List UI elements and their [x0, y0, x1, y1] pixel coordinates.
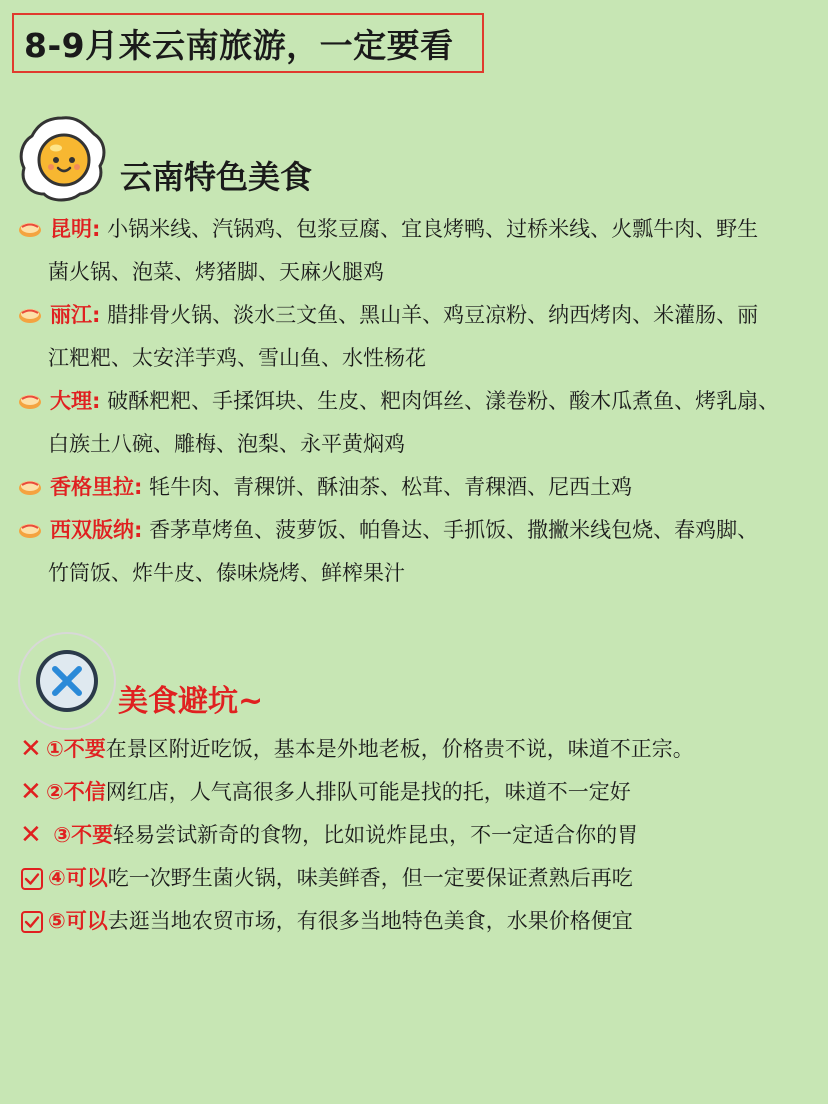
- tip-number: ④: [48, 866, 66, 890]
- food-line2: 竹筒饭、炸牛皮、傣味烧烤、鲜榨果汁: [48, 561, 405, 585]
- food-line1: 破酥粑粑、手揉饵块、生皮、粑肉饵丝、漾卷粉、酸木瓜煮鱼、烤乳扇、: [107, 389, 780, 413]
- cross-mark-icon: ✕: [20, 734, 42, 764]
- food-item-kunming: [18, 208, 818, 294]
- avoid-section-heading: 美食避坑~: [118, 684, 264, 719]
- tip-number: ⑤: [48, 909, 66, 933]
- city-label: 大理:: [50, 389, 101, 413]
- tip-text: 在景区附近吃饭，基本是外地老板，价格贵不说，味道不正宗。: [105, 737, 694, 761]
- city-label: 丽江:: [50, 303, 101, 327]
- tip-text: 去逛当地农贸市场，有很多当地特色美食，水果价格便宜: [107, 909, 633, 933]
- food-item-shangri-la: [18, 466, 818, 509]
- food-item-xishuangbanna: [18, 509, 818, 595]
- tip-text: 网红店，人气高很多人排队可能是找的托，味道不一定好: [105, 780, 631, 804]
- food-section-heading: 云南特色美食: [120, 158, 313, 196]
- tip-keyword: 不要: [63, 737, 106, 761]
- tip-item: [20, 900, 820, 943]
- tips-list: [20, 728, 820, 943]
- tip-text: 吃一次野生菌火锅，味美鲜香，但一定要保证煮熟后再吃: [107, 866, 633, 890]
- x-circle-icon: [16, 630, 118, 732]
- tip-number: ①: [46, 737, 64, 761]
- bread-bullet-icon: [18, 478, 42, 496]
- tip-text: 轻易尝试新奇的食物，比如说炸昆虫，不一定适合你的胃: [113, 823, 639, 847]
- bread-bullet-icon: [18, 392, 42, 410]
- food-line1: 腊排骨火锅、淡水三文鱼、黑山羊、鸡豆凉粉、纳西烤肉、米灌肠、丽: [107, 303, 759, 327]
- food-line2: 白族土八碗、雕梅、泡梨、永平黄焖鸡: [48, 432, 405, 456]
- city-label: 香格里拉:: [50, 475, 143, 499]
- title-box: [12, 13, 484, 73]
- food-line1: 香茅草烤鱼、菠萝饭、帕鲁达、手抓饭、撒撇米线包烧、春鸡脚、: [149, 518, 759, 542]
- tip-item: [20, 814, 820, 857]
- cross-mark-icon: ✕: [20, 820, 42, 850]
- food-line1: 牦牛肉、青稞饼、酥油茶、松茸、青稞酒、尼西土鸡: [149, 475, 633, 499]
- tip-keyword: 可以: [65, 866, 108, 890]
- tip-keyword: 可以: [65, 909, 108, 933]
- tip-item: [20, 771, 820, 814]
- food-item-dali: [18, 380, 818, 466]
- fried-egg-icon: [16, 112, 108, 204]
- food-item-lijiang: [18, 294, 818, 380]
- cross-mark-icon: ✕: [20, 777, 42, 807]
- checkbox-checked-icon: [20, 910, 44, 934]
- tip-item: [20, 857, 820, 900]
- bread-bullet-icon: [18, 521, 42, 539]
- bread-bullet-icon: [18, 306, 42, 324]
- food-list: [18, 208, 818, 595]
- food-line2: 菌火锅、泡菜、烤猪脚、天麻火腿鸡: [48, 260, 384, 284]
- city-label: 西双版纳:: [50, 518, 143, 542]
- checkbox-checked-icon: [20, 867, 44, 891]
- page-title: 8-9月来云南旅游，一定要看: [24, 25, 454, 65]
- tip-number: ③: [46, 823, 72, 847]
- food-line1: 小锅米线、汽锅鸡、包浆豆腐、宜良烤鸭、过桥米线、火瓢牛肉、野生: [107, 217, 759, 241]
- tip-keyword: 不信: [63, 780, 106, 804]
- tip-number: ②: [46, 780, 64, 804]
- tip-keyword: 不要: [71, 823, 114, 847]
- tip-item: [20, 728, 820, 771]
- bread-bullet-icon: [18, 220, 42, 238]
- food-line2: 江粑粑、太安洋芋鸡、雪山鱼、水性杨花: [48, 346, 426, 370]
- city-label: 昆明:: [50, 217, 101, 241]
